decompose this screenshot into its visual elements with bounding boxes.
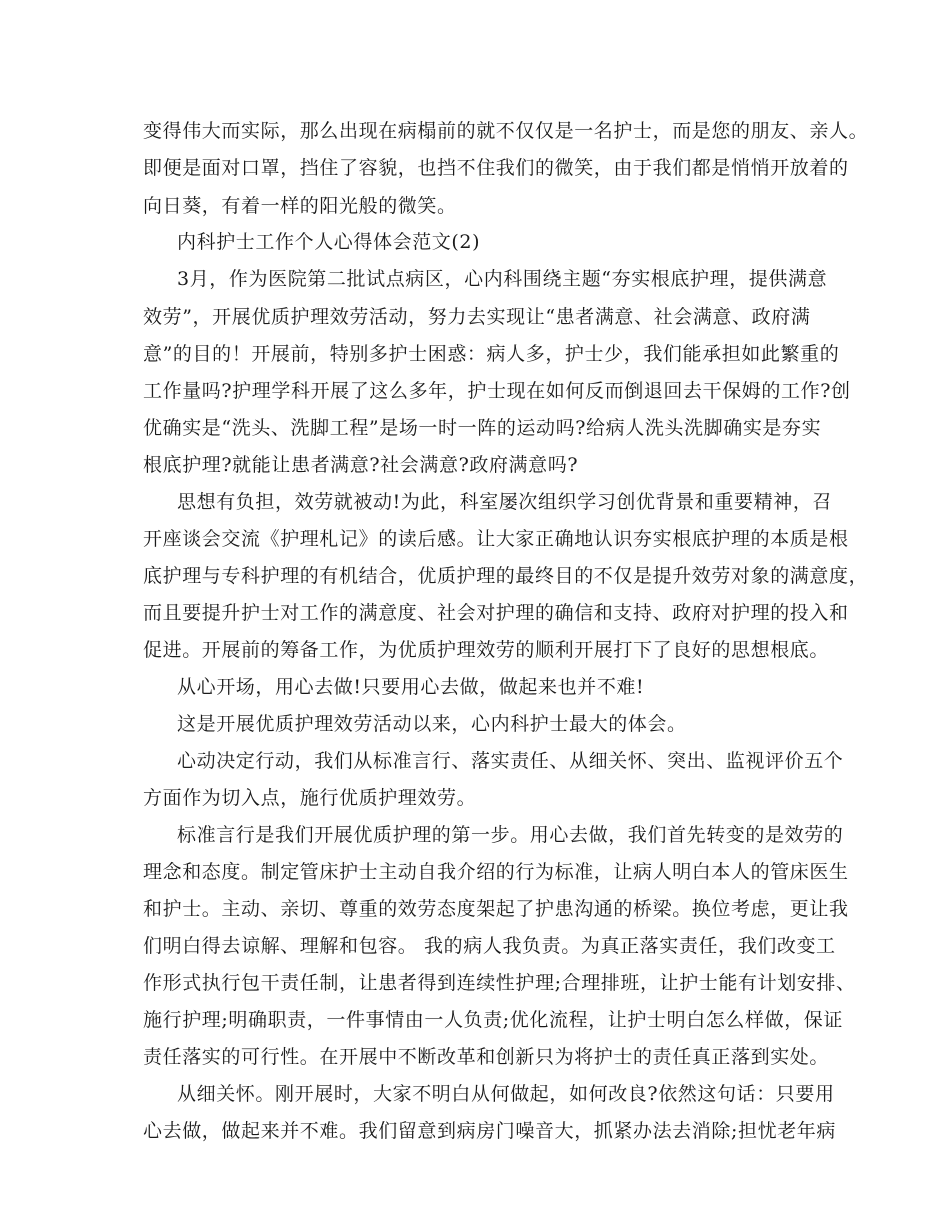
- text-line: 而且要提升护士对工作的满意度、社会对护理的确信和支持、政府对护理的投入和: [143, 602, 849, 624]
- text-line: 们明白得去谅解、理解和包容。 我的病人我负责。为真正落实责任，我们改变工: [143, 935, 836, 957]
- text-line: 促进。开展前的筹备工作，为优质护理效劳的顺利开展打下了良好的思想根底。: [143, 639, 830, 661]
- text-line: 责任落实的可行性。在开展中不断改革和创新只为将护士的责任真正落到实处。: [143, 1046, 830, 1068]
- text-line: 这是开展优质护理效劳活动以来，心内科护士最大的体会。: [177, 713, 687, 735]
- text-line: 根底护理?就能让患者满意?社会满意?政府满意吗?: [143, 454, 579, 476]
- text-line: 3月，作为医院第二批试点病区，心内科围绕主题“夯实根底护理，提供满意: [177, 268, 828, 290]
- text-line: 思想有负担，效劳就被动!为此，科室屡次组织学习创优背景和重要精神，召: [177, 491, 833, 513]
- text-line: 效劳”，开展优质护理效劳活动，努力去实现让“患者满意、社会满意、政府满: [143, 306, 811, 328]
- text-line: 理念和态度。制定管床护士主动自我介绍的行为标准，让病人明白本人的管床医生: [143, 861, 849, 883]
- text-line: 施行护理;明确职责，一件事情由一人负责;优化流程，让护士明白怎么样做，保证: [143, 1009, 844, 1031]
- text-line: 方面作为切入点，施行优质护理效劳。: [143, 787, 477, 809]
- text-line: 心动决定行动，我们从标准言行、落实责任、从细关怀、突出、监视评价五个: [177, 750, 844, 772]
- text-line: 作形式执行包干责任制，让患者得到连续性护理;合理排班，让护士能有计划安排、: [143, 972, 856, 994]
- text-line: 底护理与专科护理的有机结合，优质护理的最终目的不仅是提升效劳对象的满意度，: [143, 565, 869, 587]
- text-line: 从心开场，用心去做!只要用心去做，做起来也并不难!: [177, 676, 645, 698]
- text-line: 工作量吗?护理学科开展了这么多年，护士现在如何反而倒退回去干保姆的工作?创: [143, 380, 851, 402]
- text-line: 标准言行是我们开展优质护理的第一步。用心去做，我们首先转变的是效劳的: [177, 824, 844, 846]
- text-line: 和护士。主动、亲切、尊重的效劳态度架起了护患沟通的桥梁。换位考虑，更让我: [143, 898, 849, 920]
- text-line: 意”的目的！开展前，特别多护士困惑：病人多，护士少，我们能承担如此繁重的: [143, 343, 840, 365]
- text-line: 即便是面对口罩，挡住了容貌，也挡不住我们的微笑，由于我们都是悄悄开放着的: [143, 157, 849, 179]
- text-line: 向日葵，有着一样的阳光般的微笑。: [143, 195, 457, 217]
- text-line: 开座谈会交流《护理札记》的读后感。让大家正确地认识夯实根底护理的本质是根: [143, 528, 849, 550]
- text-line: 优确实是“洗头、洗脚工程”是场一时一阵的运动吗?给病人洗头洗脚确实是夯实: [143, 417, 822, 439]
- text-line: 心去做，做起来并不难。我们留意到病房门噪音大，抓紧办法去消除;担忧老年病: [143, 1120, 837, 1142]
- section-heading: 内科护士工作个人心得体会范文(2): [177, 231, 481, 253]
- text-line: 从细关怀。刚开展时，大家不明白从何做起，如何改良?依然这句话：只要用: [177, 1083, 835, 1105]
- text-line: 变得伟大而实际，那么出现在病榻前的就不仅仅是一名护士，而是您的朋友、亲人。: [143, 120, 869, 142]
